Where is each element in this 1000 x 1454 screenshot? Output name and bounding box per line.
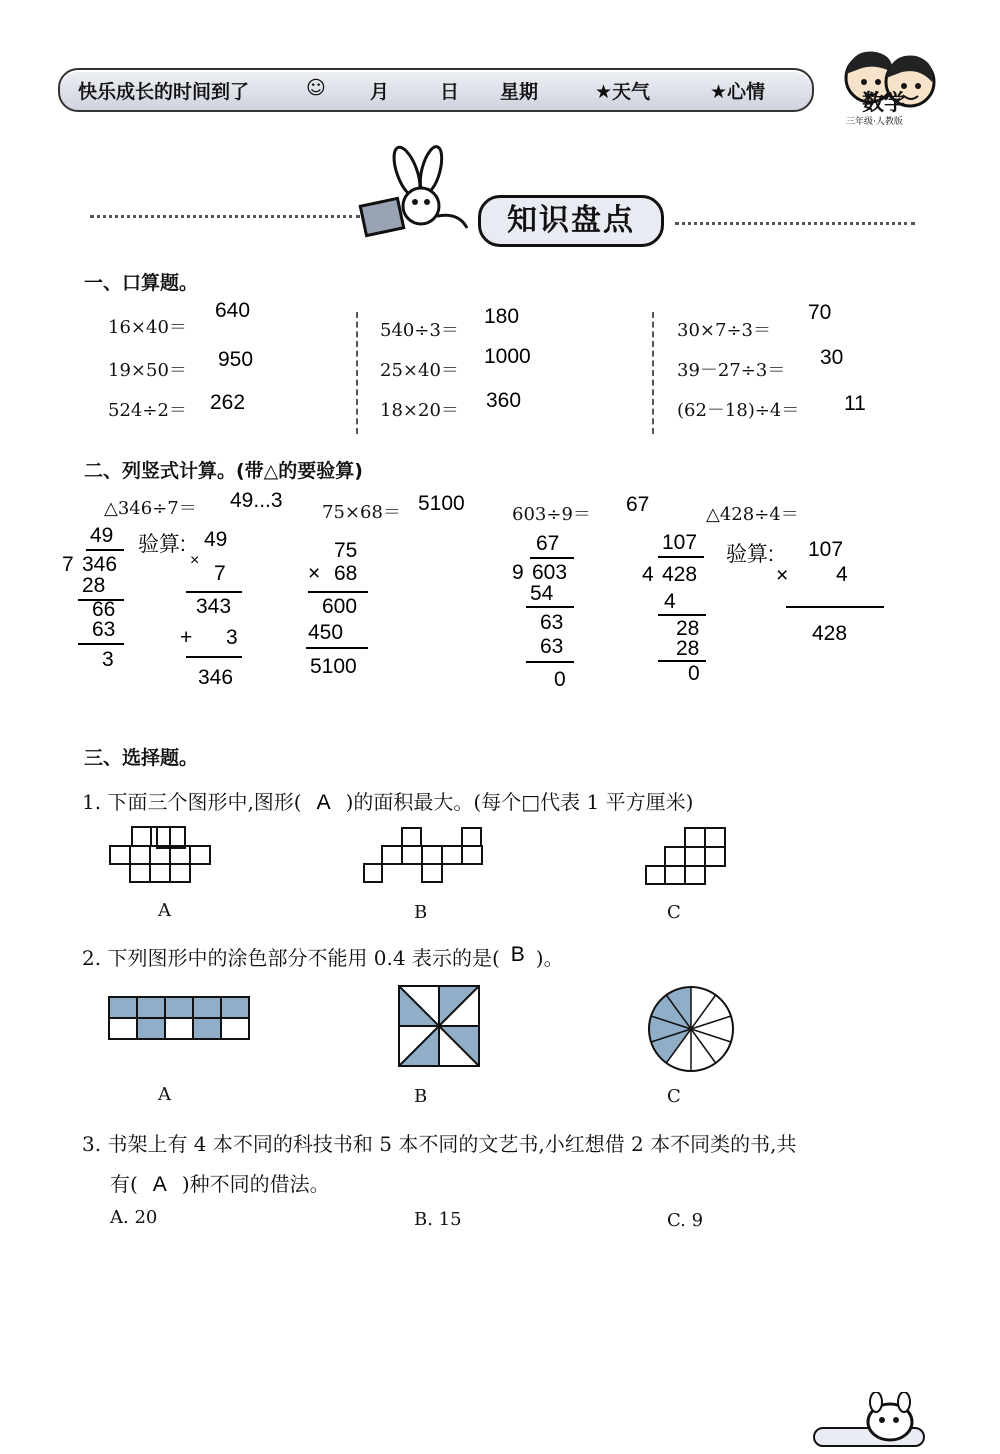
figure-a-shape [108,826,212,884]
p1-check-5: 346 [198,666,234,689]
p3-line-1 [526,606,574,608]
q3-title: 三、选择题。 [84,747,199,769]
q1-answer-5: 1000 [484,345,531,368]
q3-1-pre: 下面三个图形中,图形( [107,790,302,814]
p3-divisor: 9 [512,561,524,584]
p4-divisor: 4 [642,563,654,586]
p2-partial-1: 600 [322,595,358,618]
q1-expr-8: 39－27÷3＝ [677,360,786,381]
q2-expr-2: 75×68＝ [322,502,401,523]
p1-sub-2: 63 [92,618,116,641]
q3-3-option-a: A. 20 [110,1207,158,1228]
p4-sub-2: 28 [676,637,700,660]
p4-line-1 [658,614,706,616]
q2-answer-1: 49...3 [230,489,283,512]
q3-3-pre: 有( [110,1172,138,1196]
p3-sub-2: 63 [540,635,564,658]
p4-quotient: 107 [662,531,698,554]
p4-check-line [786,606,884,608]
p2-partial-2: 450 [308,621,344,644]
q2-expr-1: △346÷7＝ [104,498,197,519]
p1-division-bar [86,549,124,551]
q1-answer-9: 11 [844,392,866,415]
fig2-label-c: C [667,1086,681,1107]
p1-remainder: 3 [102,648,114,671]
q1-answer-8: 30 [820,346,844,369]
subject-label: 数学 [862,91,907,116]
figure-c-shape [644,826,730,886]
q1-expr-5: 25×40＝ [380,360,459,381]
q1-expr-3: 524÷2＝ [108,400,187,421]
header-banner [58,68,814,112]
p4-dividend: 428 [662,563,698,586]
header-weekday: 星期 [500,81,539,103]
fig1-label-c: C [667,902,681,923]
q1-answer-7: 70 [808,301,832,324]
p4-check-3: 428 [812,622,848,645]
fig2-label-a: A [158,1084,171,1105]
p1-check-2: 7 [214,562,226,585]
p1-check-1: 49 [204,528,228,551]
q2-expr-4: △428÷4＝ [706,504,799,525]
q2-answer-2: 5100 [418,492,465,515]
p3-line-2 [526,661,574,663]
p1-check-3: 343 [196,595,232,618]
dotted-rule-left [90,215,360,218]
p1-check-line-1 [186,591,242,593]
p1-sub-1: 28 [82,574,106,597]
p4-check-times: × [776,564,789,587]
p4-remainder: 0 [688,662,700,685]
p1-check-label: 验算: [138,533,186,556]
p4-sub-1: 4 [664,590,676,613]
q3-3-text-1: 书架上有 4 本不同的科技书和 5 本不同的文艺书,小红想借 2 本不同类的书,共 [107,1132,797,1156]
smiley-icon: ☺ [306,77,326,99]
column-divider-2 [652,312,654,434]
q3-2-pre: 下列图形中的涂色部分不能用 0.4 表示的是( [107,946,500,970]
p1-check-times: × [190,552,200,569]
q3-3-post: )种不同的借法。 [181,1172,330,1196]
p1-divisor: 7 [62,553,74,576]
section-title: 知识盘点 [478,195,664,247]
rabbit-mascot-icon [355,142,475,252]
figure-b-shape [362,826,486,884]
figure-2b-square [397,984,481,1068]
header-day: 日 [440,81,460,103]
p1-dividend: 346 [82,553,118,576]
q1-answer-3: 262 [210,391,246,414]
p2-times: × [308,562,321,585]
p4-division-bar [658,556,704,558]
p3-sub-1: 54 [530,582,554,605]
q1-expr-7: 30×7÷3＝ [677,320,771,341]
figure-2a-grid [108,996,250,1040]
header-mood: ★心情 [710,81,766,103]
p1-check-line-2 [186,656,242,658]
q1-answer-4: 180 [484,305,520,328]
p4-remainder-1: 28 [676,617,700,640]
q1-answer-1: 640 [215,299,251,322]
p3-dividend: 603 [532,561,568,584]
q1-expr-2: 19×50＝ [108,360,187,381]
q1-expr-4: 540÷3＝ [380,320,459,341]
q3-1-answer: A [316,791,331,814]
p1-quotient: 49 [90,524,114,547]
q2-title: 二、列竖式计算。(带△的要验算) [84,460,363,482]
p2-result: 5100 [310,655,357,678]
p2-factor-a: 75 [334,539,358,562]
fig1-label-a: A [158,900,171,921]
q3-3-line1 [82,1128,797,1157]
fig1-label-b: B [414,902,428,923]
dotted-rule-right [675,222,915,225]
p4-check-label: 验算: [726,543,774,566]
grade-label: 三年级·人教版 [846,117,903,127]
q3-3-option-c: C. 9 [667,1210,704,1231]
p1-remainder-1: 66 [92,598,116,621]
fig2-label-b: B [414,1086,428,1107]
q2-expr-3: 603÷9＝ [512,504,591,525]
q1-answer-2: 950 [218,348,254,371]
p3-remainder: 0 [554,668,566,691]
q3-1-number: 1. [82,790,102,814]
q1-answer-6: 360 [486,389,522,412]
q1-title: 一、口算题。 [84,272,199,294]
header-slogan: 快乐成长的时间到了 [78,81,250,103]
p4-check-1: 107 [808,538,844,561]
figure-2c-circle [646,984,736,1074]
header-weather: ★天气 [595,81,651,103]
p3-remainder-1: 63 [540,611,564,634]
q1-expr-1: 16×40＝ [108,317,187,338]
q3-3-number: 3. [82,1132,102,1156]
q1-expr-6: 18×20＝ [380,400,459,421]
q3-2-answer: B [510,943,525,966]
footer-mascot-icon [812,1392,962,1450]
q3-1-text [82,786,693,815]
header-month: 月 [370,81,390,103]
p1-line-2 [78,643,124,645]
q1-expr-9: (62－18)÷4＝ [677,400,800,421]
p3-division-bar [530,557,574,559]
q3-2-text [82,942,564,971]
p4-check-2: 4 [836,563,848,586]
q3-2-post: )。 [535,946,564,970]
p3-quotient: 67 [536,532,560,555]
q3-3-option-b: B. 15 [414,1209,462,1230]
p1-check-4: 3 [226,626,238,649]
column-divider-1 [356,312,358,434]
q3-1-post: )的面积最大。(每个□代表 1 平方厘米) [345,790,694,814]
p1-check-plus: + [180,626,193,649]
q3-2-number: 2. [82,946,102,970]
q2-answer-3: 67 [626,493,650,516]
q3-3-line2 [110,1168,330,1197]
q3-3-answer: A [152,1173,167,1196]
p2-factor-b: 68 [334,562,358,585]
p2-line-1 [308,591,368,593]
p2-line-2 [306,647,368,649]
